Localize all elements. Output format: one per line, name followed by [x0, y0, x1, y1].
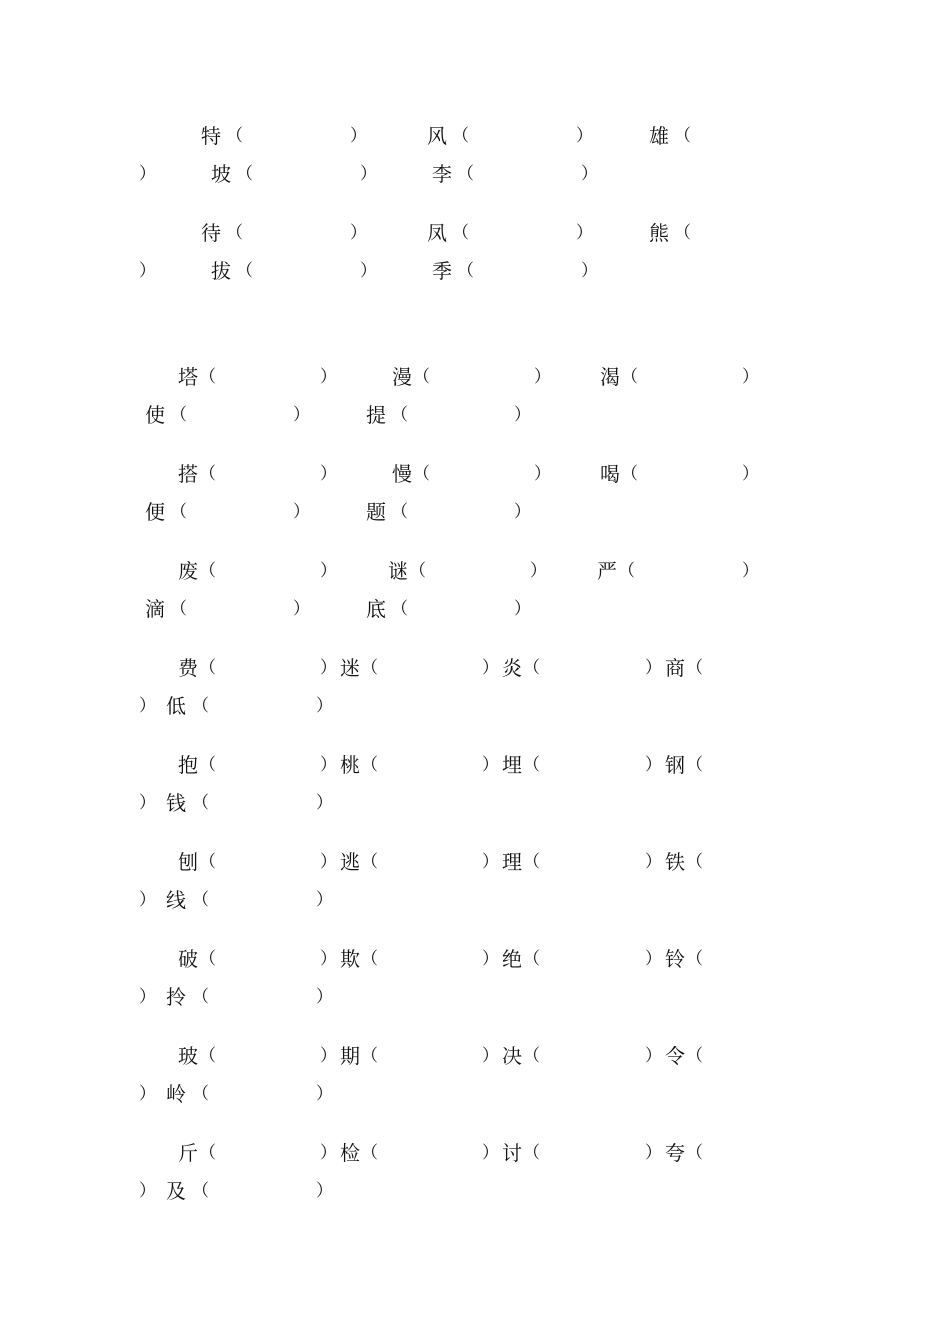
char: 季	[432, 259, 452, 283]
char: 李	[432, 162, 452, 186]
char: 使	[145, 403, 165, 427]
open-paren: （	[199, 464, 216, 484]
close-paren: ）	[482, 949, 499, 969]
char: 铁	[665, 850, 685, 874]
open-paren: （	[457, 261, 474, 281]
close-paren: ）	[645, 852, 662, 872]
close-paren: ）	[576, 126, 593, 146]
close-paren: ）	[293, 405, 310, 425]
group-3-line-1	[0, 362, 950, 392]
char: 期	[340, 1044, 360, 1068]
char: 绝	[502, 947, 522, 971]
open-paren: （	[523, 658, 540, 678]
open-paren: （	[170, 502, 187, 522]
char: 桃	[340, 753, 360, 777]
group-6-line-1	[0, 653, 950, 683]
open-paren: （	[199, 852, 216, 872]
open-paren: （	[391, 502, 408, 522]
group-5-line-2	[0, 594, 950, 624]
open-paren: （	[523, 1143, 540, 1163]
char: 便	[145, 500, 165, 524]
char: 费	[178, 656, 198, 680]
open-paren: （	[523, 949, 540, 969]
char: 检	[340, 1141, 360, 1165]
char: 风	[427, 124, 447, 148]
open-paren: （	[192, 696, 209, 716]
close-paren: ）	[645, 1143, 662, 1163]
char: 炎	[502, 656, 522, 680]
close-paren: ）	[530, 561, 547, 581]
open-paren: （	[686, 658, 703, 678]
open-paren: （	[226, 126, 243, 146]
char: 铃	[665, 947, 685, 971]
char: 题	[366, 500, 386, 524]
open-paren: （	[621, 367, 638, 387]
open-paren: （	[523, 1046, 540, 1066]
char: 刨	[178, 850, 198, 874]
close-paren: ）	[316, 793, 333, 813]
char: 熊	[649, 221, 669, 245]
char: 理	[502, 850, 522, 874]
char: 钢	[665, 753, 685, 777]
group-7-line-1	[0, 750, 950, 780]
char: 欺	[340, 947, 360, 971]
char: 底	[366, 597, 386, 621]
char: 拎	[166, 985, 186, 1009]
group-1-line-2	[0, 159, 950, 189]
open-paren: （	[686, 755, 703, 775]
open-paren: （	[199, 367, 216, 387]
char: 斤	[178, 1141, 198, 1165]
char: 岭	[166, 1082, 186, 1106]
close-paren: ）	[139, 696, 156, 716]
group-8-line-1	[0, 847, 950, 877]
close-paren: ）	[320, 1143, 337, 1163]
open-paren: （	[361, 658, 378, 678]
close-paren: ）	[139, 261, 156, 281]
close-paren: ）	[534, 464, 551, 484]
close-paren: ）	[320, 367, 337, 387]
char: 谜	[388, 559, 408, 583]
open-paren: （	[457, 164, 474, 184]
char: 讨	[502, 1141, 522, 1165]
char: 夸	[665, 1141, 685, 1165]
open-paren: （	[618, 561, 635, 581]
close-paren: ）	[316, 890, 333, 910]
char: 坡	[211, 162, 231, 186]
char: 低	[166, 694, 186, 718]
close-paren: ）	[482, 658, 499, 678]
group-9-line-2	[0, 982, 950, 1012]
close-paren: ）	[742, 367, 759, 387]
char: 搭	[178, 462, 198, 486]
close-paren: ）	[320, 561, 337, 581]
group-11-line-1	[0, 1138, 950, 1168]
open-paren: （	[674, 126, 691, 146]
char: 塔	[178, 365, 198, 389]
group-9-line-1	[0, 944, 950, 974]
close-paren: ）	[645, 949, 662, 969]
open-paren: （	[199, 1046, 216, 1066]
close-paren: ）	[139, 1084, 156, 1104]
group-11-line-2	[0, 1176, 950, 1206]
close-paren: ）	[482, 755, 499, 775]
open-paren: （	[361, 949, 378, 969]
close-paren: ）	[316, 696, 333, 716]
char: 线	[166, 888, 186, 912]
group-4-line-1	[0, 459, 950, 489]
char: 拔	[211, 259, 231, 283]
open-paren: （	[199, 755, 216, 775]
close-paren: ）	[320, 1046, 337, 1066]
close-paren: ）	[514, 502, 531, 522]
open-paren: （	[674, 223, 691, 243]
close-paren: ）	[293, 599, 310, 619]
close-paren: ）	[139, 1181, 156, 1201]
open-paren: （	[452, 223, 469, 243]
close-paren: ）	[293, 502, 310, 522]
open-paren: （	[199, 1143, 216, 1163]
char: 滴	[145, 597, 165, 621]
char: 喝	[600, 462, 620, 486]
open-paren: （	[523, 755, 540, 775]
open-paren: （	[199, 949, 216, 969]
open-paren: （	[686, 852, 703, 872]
close-paren: ）	[320, 464, 337, 484]
close-paren: ）	[581, 164, 598, 184]
close-paren: ）	[742, 561, 759, 581]
open-paren: （	[199, 561, 216, 581]
open-paren: （	[686, 1143, 703, 1163]
open-paren: （	[391, 405, 408, 425]
open-paren: （	[192, 1084, 209, 1104]
close-paren: ）	[360, 261, 377, 281]
close-paren: ）	[482, 852, 499, 872]
char: 渴	[600, 365, 620, 389]
char: 漫	[392, 365, 412, 389]
open-paren: （	[192, 890, 209, 910]
close-paren: ）	[350, 126, 367, 146]
close-paren: ）	[320, 949, 337, 969]
close-paren: ）	[645, 755, 662, 775]
open-paren: （	[409, 561, 426, 581]
close-paren: ）	[534, 367, 551, 387]
close-paren: ）	[139, 987, 156, 1007]
open-paren: （	[170, 599, 187, 619]
open-paren: （	[199, 658, 216, 678]
char: 特	[201, 124, 221, 148]
open-paren: （	[361, 1046, 378, 1066]
close-paren: ）	[576, 223, 593, 243]
close-paren: ）	[139, 164, 156, 184]
open-paren: （	[686, 949, 703, 969]
group-2-line-1	[0, 218, 950, 248]
open-paren: （	[621, 464, 638, 484]
group-1-line-1	[0, 121, 950, 151]
close-paren: ）	[316, 987, 333, 1007]
open-paren: （	[686, 1046, 703, 1066]
open-paren: （	[361, 1143, 378, 1163]
char: 雄	[649, 124, 669, 148]
close-paren: ）	[139, 890, 156, 910]
group-4-line-2	[0, 497, 950, 527]
open-paren: （	[361, 852, 378, 872]
open-paren: （	[236, 164, 253, 184]
char: 抱	[178, 753, 198, 777]
group-6-line-2	[0, 691, 950, 721]
char: 逃	[340, 850, 360, 874]
close-paren: ）	[514, 405, 531, 425]
close-paren: ）	[645, 1046, 662, 1066]
close-paren: ）	[350, 223, 367, 243]
char: 迷	[340, 656, 360, 680]
char: 钱	[166, 791, 186, 815]
close-paren: ）	[360, 164, 377, 184]
close-paren: ）	[482, 1046, 499, 1066]
char: 商	[665, 656, 685, 680]
close-paren: ）	[139, 793, 156, 813]
char: 决	[502, 1044, 522, 1068]
close-paren: ）	[514, 599, 531, 619]
open-paren: （	[413, 464, 430, 484]
close-paren: ）	[320, 852, 337, 872]
char: 待	[201, 221, 221, 245]
close-paren: ）	[320, 658, 337, 678]
group-10-line-2	[0, 1079, 950, 1109]
close-paren: ）	[645, 658, 662, 678]
group-7-line-2	[0, 788, 950, 818]
open-paren: （	[192, 987, 209, 1007]
group-8-line-2	[0, 885, 950, 915]
char: 及	[166, 1179, 186, 1203]
open-paren: （	[192, 793, 209, 813]
open-paren: （	[226, 223, 243, 243]
close-paren: ）	[581, 261, 598, 281]
group-5-line-1	[0, 556, 950, 586]
open-paren: （	[452, 126, 469, 146]
char: 凤	[427, 221, 447, 245]
char: 提	[366, 403, 386, 427]
group-2-line-2	[0, 256, 950, 286]
open-paren: （	[170, 405, 187, 425]
open-paren: （	[523, 852, 540, 872]
close-paren: ）	[320, 755, 337, 775]
close-paren: ）	[482, 1143, 499, 1163]
char: 废	[178, 559, 198, 583]
char: 严	[597, 559, 617, 583]
open-paren: （	[391, 599, 408, 619]
close-paren: ）	[316, 1084, 333, 1104]
char: 破	[178, 947, 198, 971]
open-paren: （	[361, 755, 378, 775]
char: 玻	[178, 1044, 198, 1068]
char: 慢	[392, 462, 412, 486]
group-3-line-2	[0, 400, 950, 430]
open-paren: （	[192, 1181, 209, 1201]
close-paren: ）	[742, 464, 759, 484]
open-paren: （	[413, 367, 430, 387]
group-10-line-1	[0, 1041, 950, 1071]
open-paren: （	[236, 261, 253, 281]
close-paren: ）	[316, 1181, 333, 1201]
char: 令	[665, 1044, 685, 1068]
char: 埋	[502, 753, 522, 777]
